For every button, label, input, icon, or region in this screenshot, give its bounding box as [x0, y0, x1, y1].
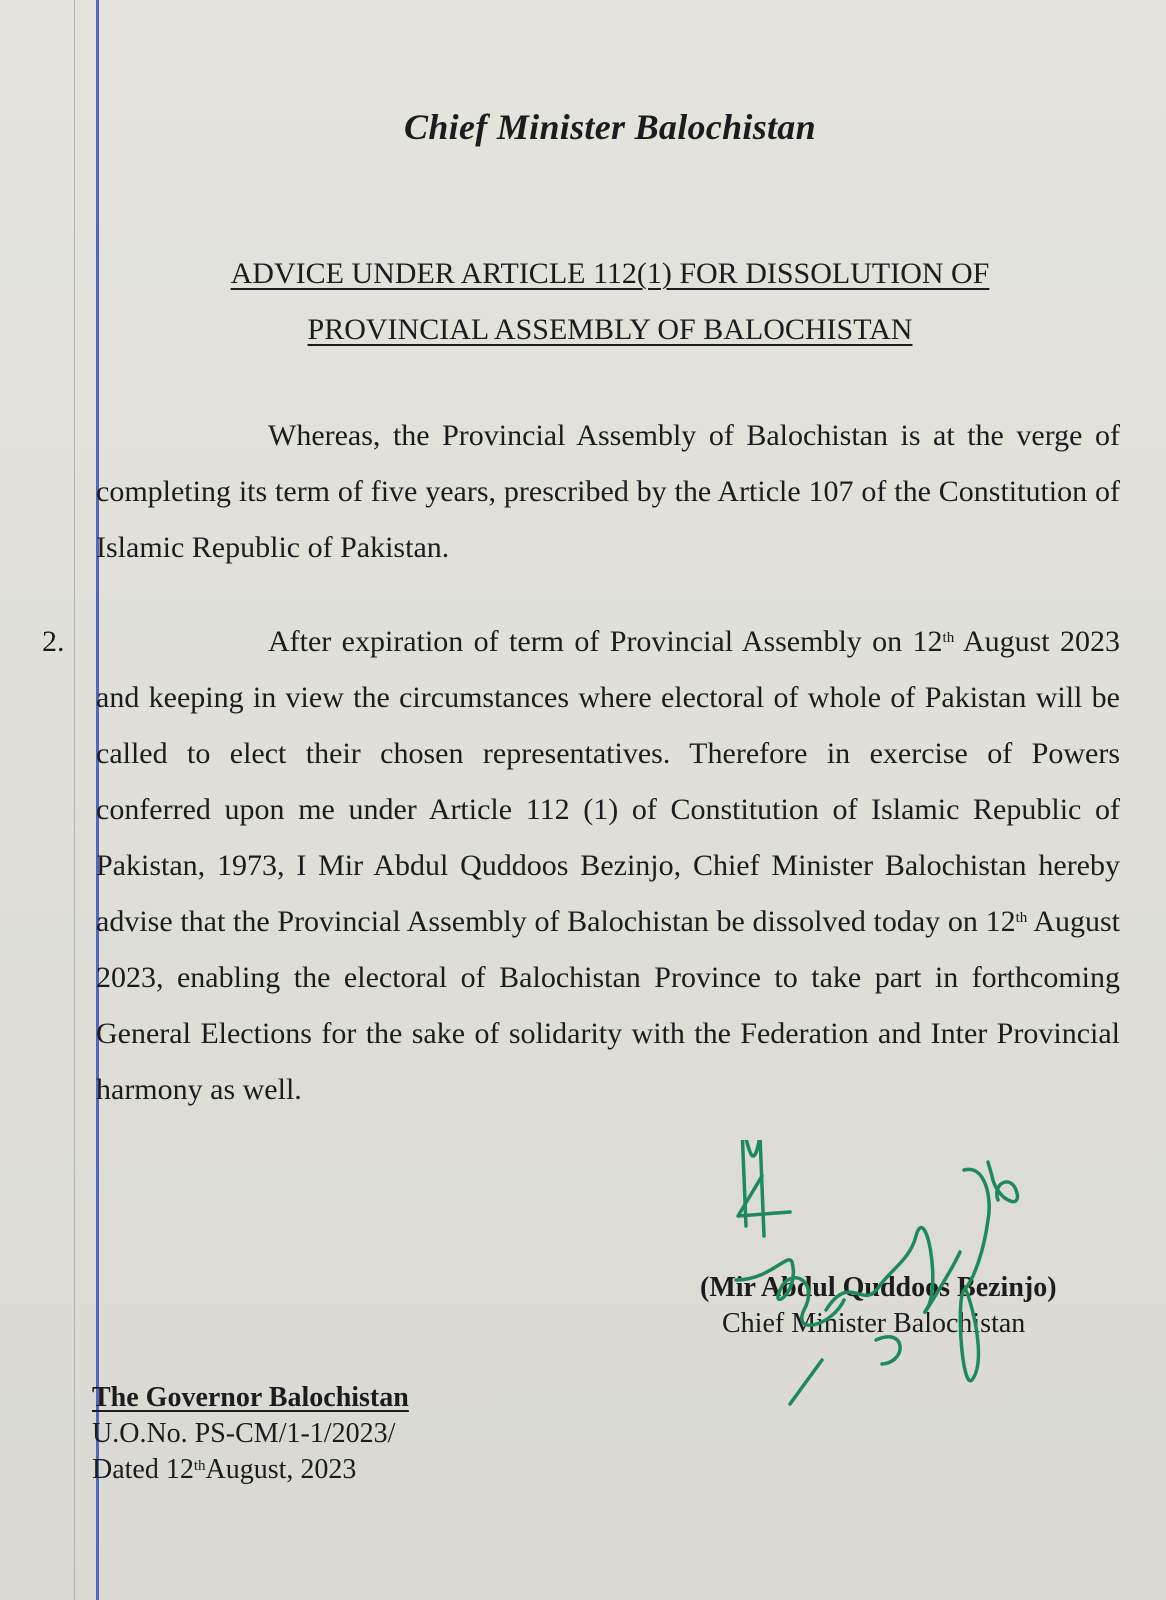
document-heading: [120, 246, 1100, 358]
paragraph-2-part-2: August 2023 and keeping in view the circumstances where electoral of whole of Pakistan will be called to elect their chosen representatives. Therefore in exercise of Powers conferred upon me under Article 112 (1) of Constitution of Islamic Republic of Pakistan, 1973, I Mir Abdul Quddoos Bezinjo, Chief Minister Balochistan hereby advise that the Provincial Assembly of Balochistan be dissolved today on 12: [96, 625, 1120, 938]
footer-block: [92, 1380, 409, 1488]
heading-line-1: ADVICE UNDER ARTICLE 112(1) FOR DISSOLUTION OF: [230, 257, 990, 290]
addressee: The Governor Balochistan: [92, 1382, 409, 1413]
dated-line: [92, 1452, 409, 1488]
dated-suffix: August, 2023: [205, 1454, 357, 1485]
paragraph-2-part-1: After expiration of term of Provincial Assembly on 12: [268, 625, 943, 658]
paragraph-1: [96, 408, 1120, 576]
letterhead-title: Chief Minister Balochistan: [404, 107, 816, 147]
signatory-title: Chief Minister Balochistan: [722, 1308, 1026, 1339]
signatory-name: (Mir Abdul Quddoos Bezinjo): [700, 1272, 1057, 1303]
paragraph-2-part-3: August 2023, enabling the electoral of Balochistan Province to take part in forthcoming General Elections for the sake of solidarity with the Federation and Inter Provincial harmony as well.: [96, 905, 1120, 1106]
ordinal-suffix-1: th: [942, 630, 955, 646]
handwritten-signature: [730, 1140, 1060, 1440]
paragraph-2-number: 2.: [42, 625, 65, 658]
paragraph-2: [96, 614, 1120, 1118]
dated-ordinal-suffix: th: [193, 1458, 206, 1474]
page-edge-line: [74, 0, 75, 1600]
paragraph-1-text: Whereas, the Provincial Assembly of Balochistan is at the verge of completing its term of five years, prescribed by the Article 107 of the Constitution of Islamic Republic of Pakistan.: [96, 419, 1120, 564]
dated-prefix: Dated 12: [92, 1454, 194, 1485]
heading-line-2: PROVINCIAL ASSEMBLY OF BALOCHISTAN: [307, 313, 913, 346]
ordinal-suffix-2: th: [1015, 910, 1028, 926]
reference-number: U.O.No. PS-CM/1-1/2023/: [92, 1418, 396, 1449]
